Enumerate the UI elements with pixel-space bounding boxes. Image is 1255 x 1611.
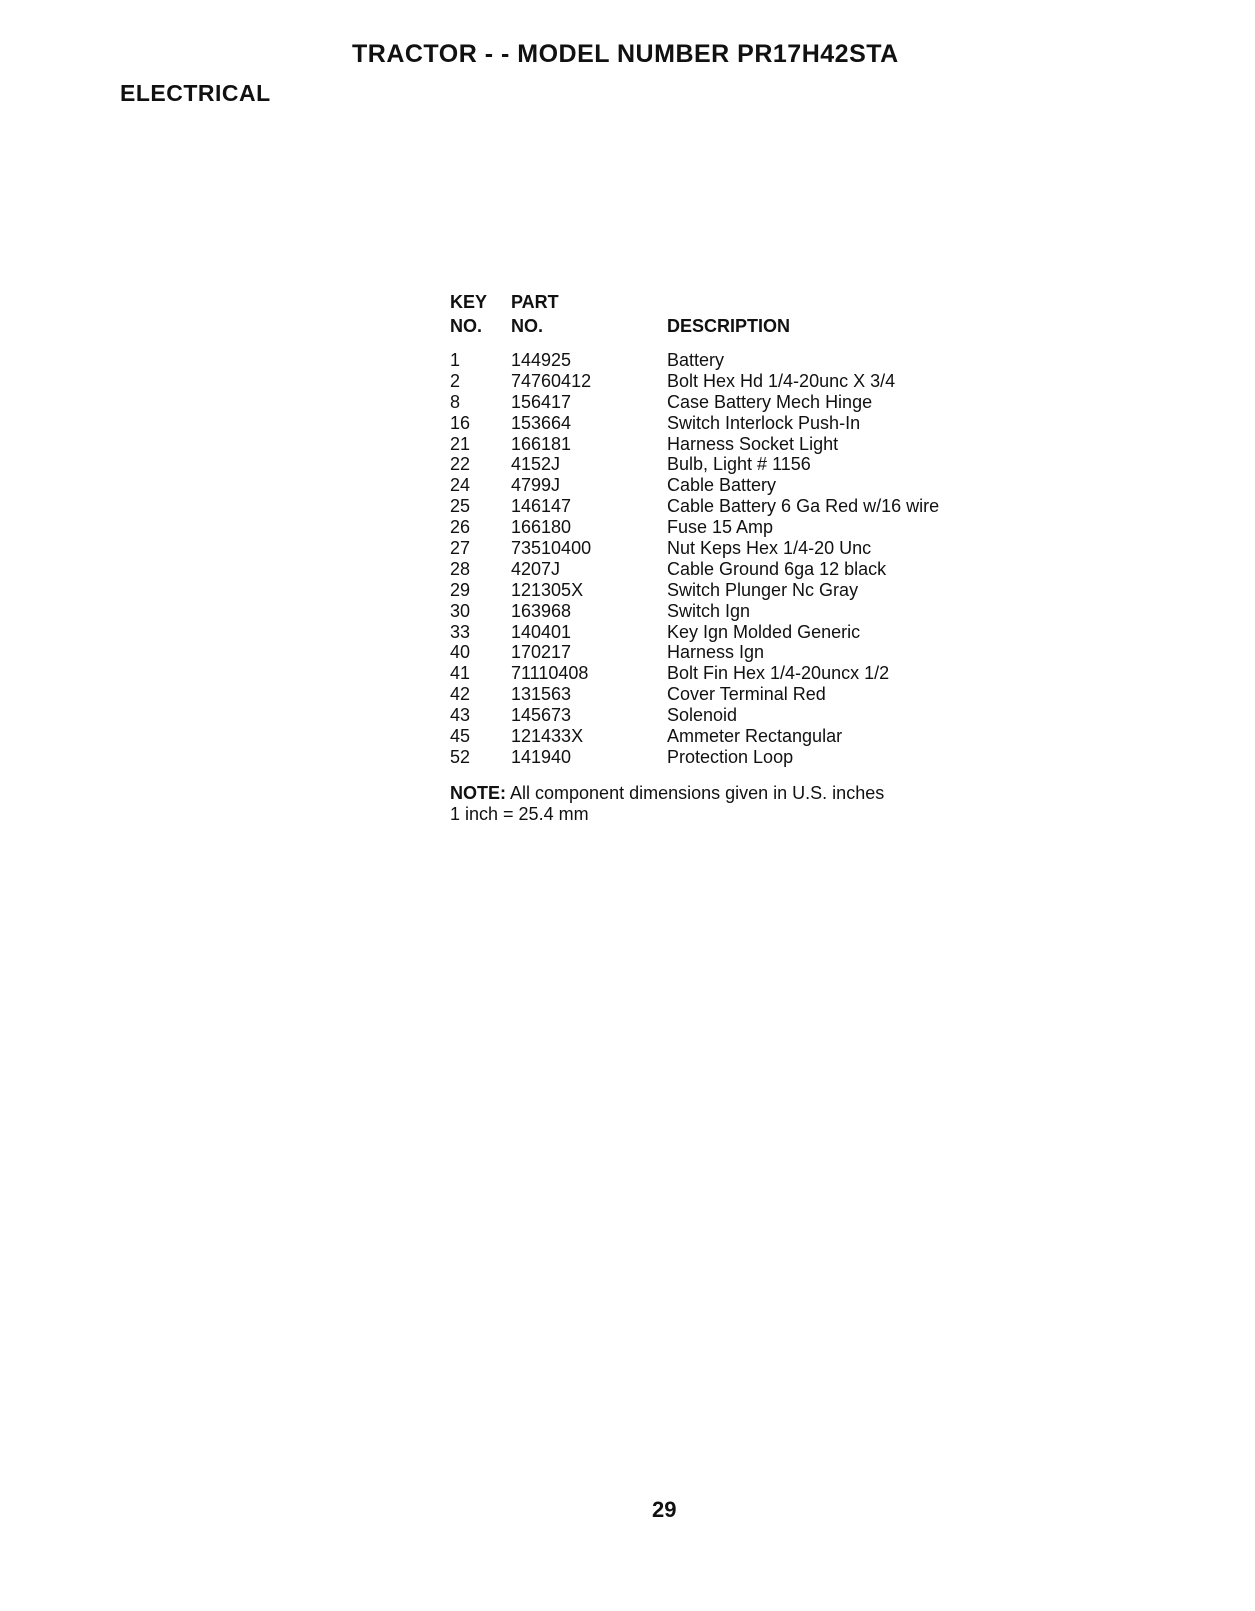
part-no: 4207J (511, 558, 561, 579)
description: Switch Interlock Push-In (667, 412, 861, 433)
description: Protection Loop (667, 746, 794, 767)
table-row (450, 642, 1010, 663)
key-no: 33 (450, 621, 471, 642)
part-no: 121433X (511, 726, 584, 747)
part-no: 141940 (511, 746, 572, 767)
header-part-line1: PART (511, 292, 559, 312)
part-no: 153664 (511, 412, 572, 433)
description: Switch Plunger Nc Gray (667, 579, 859, 600)
part-no: 71110408 (511, 663, 589, 684)
part-no: 4799J (511, 475, 561, 496)
table-row (450, 580, 1010, 601)
description: Switch Ign (667, 600, 751, 621)
description: Cable Ground 6ga 12 black (667, 558, 887, 579)
table-body (450, 350, 1010, 768)
table-header (450, 290, 1010, 350)
key-no: 52 (450, 746, 471, 767)
key-no: 28 (450, 558, 471, 579)
key-no: 40 (450, 642, 471, 663)
description: Solenoid (667, 705, 738, 726)
part-no: 140401 (511, 621, 572, 642)
part-no: 131563 (511, 684, 572, 705)
key-no: 24 (450, 475, 471, 496)
header-key-line1: KEY (450, 292, 488, 312)
description: Cable Battery 6 Ga Red w/16 wire (667, 496, 940, 517)
table-row (450, 663, 1010, 684)
header-description: DESCRIPTION (667, 316, 791, 336)
part-no: 73510400 (511, 538, 592, 559)
part-no: 146147 (511, 496, 572, 517)
description: Fuse 15 Amp (667, 517, 774, 538)
key-no: 29 (450, 579, 471, 600)
key-no: 1 (450, 350, 461, 370)
header-part-line2: NO. (511, 316, 544, 336)
table-row (450, 475, 1010, 496)
part-no: 74760412 (511, 370, 592, 391)
note-line1: All component dimensions given in U.S. inches (510, 783, 885, 803)
description: Battery (667, 350, 725, 370)
page-title: TRACTOR - - MODEL NUMBER PR17H42STA (352, 40, 899, 68)
key-no: 2 (450, 370, 461, 391)
header-key-line2: NO. (450, 316, 483, 336)
page-number: 29 (652, 1497, 677, 1522)
table-row (450, 559, 1010, 580)
description: Bolt Fin Hex 1/4-20uncx 1/2 (667, 663, 890, 684)
key-no: 30 (450, 600, 471, 621)
description: Key Ign Molded Generic (667, 621, 861, 642)
table-row (450, 601, 1010, 622)
table-row (450, 454, 1010, 475)
key-no: 22 (450, 454, 471, 475)
table-row (450, 705, 1010, 726)
description: Bulb, Light # 1156 (667, 454, 811, 475)
key-no: 27 (450, 538, 471, 559)
description: Cable Battery (667, 475, 777, 496)
table-row (450, 434, 1010, 455)
description: Nut Keps Hex 1/4-20 Unc (667, 538, 872, 559)
key-no: 26 (450, 517, 471, 538)
table-row (450, 413, 1010, 434)
part-no: 121305X (511, 579, 584, 600)
part-no: 170217 (511, 642, 572, 663)
description: Harness Ign (667, 642, 765, 663)
table-row (450, 517, 1010, 538)
table-row (450, 350, 1010, 371)
part-no: 166180 (511, 517, 572, 538)
table-row (450, 538, 1010, 559)
table-row (450, 496, 1010, 517)
table-row (450, 747, 1010, 768)
table-row (450, 726, 1010, 747)
key-no: 43 (450, 705, 471, 726)
table-row (450, 392, 1010, 413)
part-no: 163968 (511, 600, 572, 621)
key-no: 16 (450, 412, 471, 433)
key-no: 42 (450, 684, 471, 705)
key-no: 8 (450, 391, 461, 412)
description: Ammeter Rectangular (667, 726, 843, 747)
section-title: ELECTRICAL (120, 80, 271, 106)
note-label: NOTE: (450, 783, 506, 803)
description: Cover Terminal Red (667, 684, 826, 705)
parts-table (450, 290, 1010, 768)
description: Bolt Hex Hd 1/4-20unc X 3/4 (667, 370, 896, 391)
key-no: 21 (450, 433, 471, 454)
note-line2: 1 inch = 25.4 mm (450, 804, 589, 824)
part-no: 4152J (511, 454, 561, 475)
table-row (450, 684, 1010, 705)
description: Harness Socket Light (667, 433, 839, 454)
description: Case Battery Mech Hinge (667, 391, 873, 412)
key-no: 25 (450, 496, 471, 517)
part-no: 156417 (511, 391, 572, 412)
key-no: 41 (450, 663, 471, 684)
part-no: 145673 (511, 705, 572, 726)
key-no: 45 (450, 726, 471, 747)
part-no: 166181 (511, 433, 572, 454)
part-no: 144925 (511, 350, 572, 370)
table-row (450, 371, 1010, 392)
note (450, 783, 884, 825)
table-row (450, 622, 1010, 643)
